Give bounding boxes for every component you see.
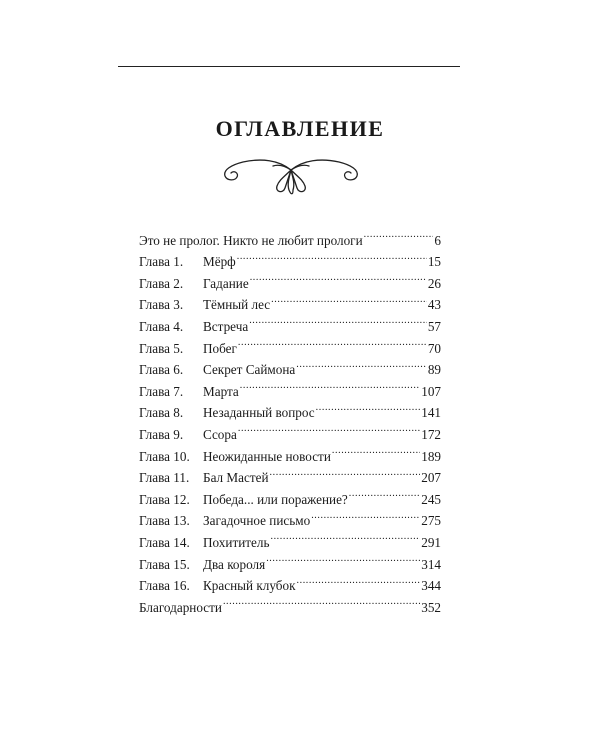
dot-leader [250,266,427,288]
chapter-title: Марта [203,383,239,399]
chapter-number: Глава 3. [139,297,184,313]
dot-leader [296,353,427,375]
dot-leader [223,590,420,612]
page-number: 275 [421,513,441,529]
dot-leader [364,223,434,245]
chapter-title: Благодарности [139,599,222,615]
chapter-title: Это не пролог. Никто не любит прологи [139,232,363,248]
flourish-ornament-icon [213,150,369,196]
chapter-title: Ссора [203,426,237,442]
page-number: 352 [421,599,441,615]
chapter-number: Глава 14. [139,534,190,550]
chapter-title: Загадочное письмо [203,513,311,529]
chapter-number: Глава 10. [139,448,190,464]
chapter-title: Мёрф [203,254,236,270]
dot-leader [271,288,427,310]
chapter-number: Глава 15. [139,556,190,572]
chapter-title: Похититель [203,534,270,550]
page-number: 15 [427,254,441,270]
table-of-contents [139,223,441,615]
chapter-number: Глава 12. [139,491,190,507]
page-number: 107 [421,383,441,399]
dot-leader [240,374,420,396]
header-rule [118,66,460,67]
chapter-number: Глава 4. [139,318,184,334]
dot-leader [311,504,420,526]
page-number: 314 [421,556,441,572]
chapter-number: Глава 11. [139,470,190,486]
page-number: 207 [421,470,441,486]
chapter-number: Глава 7. [139,383,184,399]
page-title: ОГЛАВЛЕНИЕ [215,116,385,141]
dot-leader [249,309,427,331]
chapter-title: Секрет Саймона [203,362,296,378]
page-number: 141 [421,405,441,421]
dot-leader [237,245,427,267]
page-number: 43 [427,297,441,313]
dot-leader [266,547,420,569]
chapter-title: Бал Мастей [203,470,269,486]
chapter-title: Тёмный лес [203,297,271,313]
chapter-title: Незаданный вопрос [203,405,315,421]
chapter-number: Глава 13. [139,513,190,529]
chapter-number: Глава 5. [139,340,184,356]
dot-leader [270,525,420,547]
chapter-number: Глава 16. [139,578,190,594]
dot-leader [316,396,421,418]
chapter-number: Глава 6. [139,362,184,378]
chapter-title: Два короля [203,556,266,572]
page-number: 57 [427,318,441,334]
dot-leader [238,331,427,353]
chapter-title: Встреча [203,318,249,334]
dot-leader [349,482,420,504]
toc-entry [139,223,441,248]
chapter-number: Глава 1. [139,254,184,270]
chapter-title: Неожиданные новости [203,448,331,464]
dot-leader [332,439,420,461]
chapter-number: Глава 9. [139,426,184,442]
chapter-title: Побег [203,340,237,356]
chapter-title: Красный клубок [203,578,296,594]
page-number: 172 [421,426,441,442]
chapter-number: Глава 8. [139,405,184,421]
page-number: 26 [427,275,441,291]
page-number: 344 [421,578,441,594]
chapter-title: Победа... или поражение? [203,491,348,507]
dot-leader [297,569,421,591]
chapter-title: Гадание [203,275,249,291]
page-number: 189 [421,448,441,464]
page-number: 245 [421,491,441,507]
page-number: 6 [434,232,441,248]
page-number: 70 [427,340,441,356]
dot-leader [238,417,420,439]
chapter-number: Глава 2. [139,275,184,291]
page-number: 291 [421,534,441,550]
dot-leader [270,461,421,483]
page-number: 89 [427,362,441,378]
